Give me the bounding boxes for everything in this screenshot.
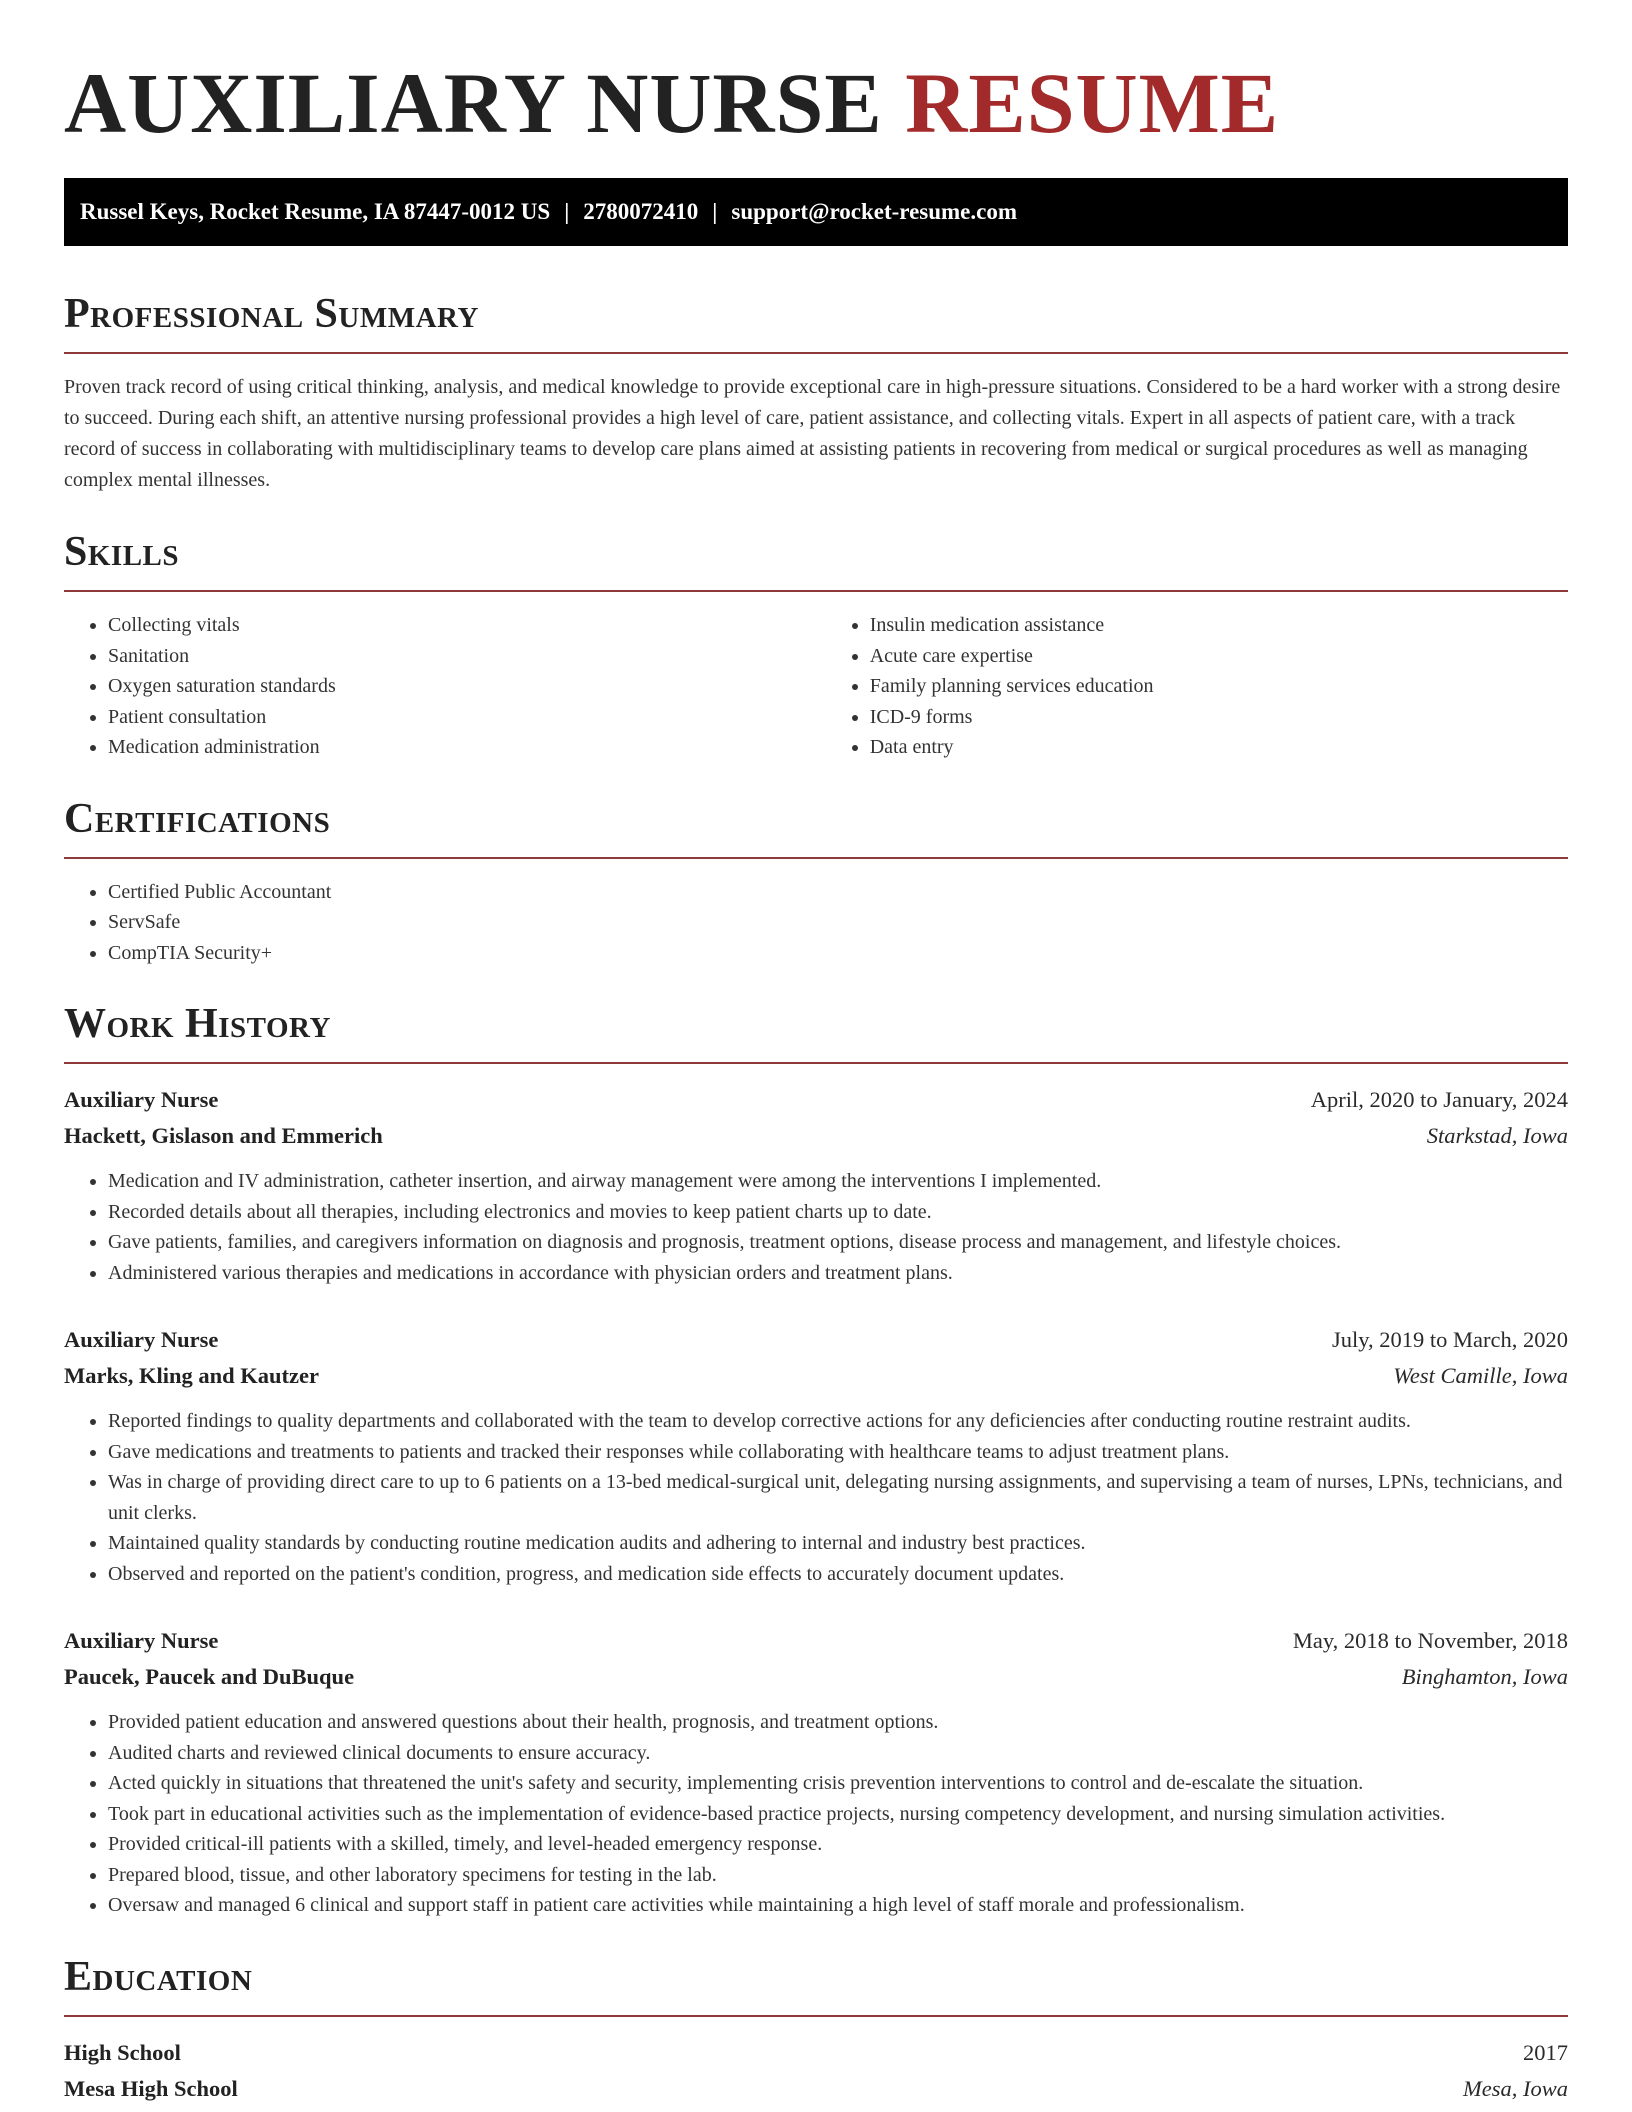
certifications-list [64, 877, 1568, 969]
summary-text: Proven track record of using critical thinking, analysis, and medical knowledge to provide exceptional care in high-pressure situations. Considered to be a hard worker with a strong desire to succeed. During each shift, an attentive nursing professional provides a high level of care, patient assistance, and collecting vitals. Expert in all aspects of patient care, with a track record of success in collaborating with multidisciplinary teams to develop care plans aimed at assisting patients in recovering from medical or surgical procedures as well as managing complex mental illnesses. [64, 376, 1561, 491]
education-entry [64, 2035, 1568, 2107]
certification-item: • Certified Public Accountant [108, 877, 1568, 908]
job-duty: • Administered various therapies and medications in accordance with physician orders and treatment plans. [108, 1258, 1568, 1289]
job-location: Binghamton, Iowa [1401, 1664, 1568, 1689]
education-heading: Education [64, 1953, 1568, 2017]
skill-item: • Insulin medication assistance [870, 610, 1568, 641]
job-duty: • Was in charge of providing direct care to up to 6 patients on a 13-bed medical-surgical unit, delegating nursing assignments, and supervising a team of nurses, LPNs, technicians, and unit clerks. [108, 1467, 1568, 1528]
job-title-row [64, 1082, 1568, 1118]
education-degree-row [64, 2035, 1568, 2071]
skill-item: • Medication administration [108, 732, 826, 763]
education-degree: High School [64, 2039, 181, 2065]
job-duty: • Reported findings to quality departments and collaborated with the team to develop corrective actions for any deficiencies after conducting routine restraint audits. [108, 1406, 1568, 1437]
resume-title [64, 0, 1568, 152]
job-dates: May, 2018 to November, 2018 [1292, 1628, 1568, 1653]
certification-item: • ServSafe [108, 907, 1568, 938]
education-school: Mesa High School [64, 2075, 238, 2101]
skills-list-right [826, 610, 1568, 763]
job-location: West Camille, Iowa [1393, 1363, 1568, 1388]
skills-list-left [64, 610, 826, 763]
contact-address: Russel Keys, Rocket Resume, IA 87447-0012 US [80, 199, 551, 224]
job-dates: July, 2019 to March, 2020 [1331, 1327, 1568, 1352]
job-title: Auxiliary Nurse [64, 1628, 219, 1653]
job-duties [64, 1166, 1568, 1288]
certification-item: • CompTIA Security+ [108, 938, 1568, 969]
skill-item: • Collecting vitals [108, 610, 826, 641]
job-duty: • Audited charts and reviewed clinical documents to ensure accuracy. [108, 1738, 1568, 1769]
job-duty: • Took part in educational activities such as the implementation of evidence-based practice projects, nursing competency development, and nursing simulation activities. [108, 1799, 1568, 1830]
job-duty: • Medication and IV administration, catheter insertion, and airway management were among the interventions I implemented. [108, 1166, 1568, 1197]
job-title-row [64, 1623, 1568, 1659]
job-location: Starkstad, Iowa [1426, 1123, 1568, 1148]
title-main: AUXILIARY NURSE [64, 55, 883, 151]
contact-separator: | [564, 199, 570, 224]
skill-item: • Sanitation [108, 641, 826, 672]
skill-item: • Family planning services education [870, 671, 1568, 702]
job-duty: • Gave patients, families, and caregivers information on diagnosis and prognosis, treatment options, disease process and management, and lifestyle choices. [108, 1227, 1568, 1258]
job-dates: April, 2020 to January, 2024 [1310, 1087, 1568, 1112]
work-history-heading: Work History [64, 1000, 1568, 1064]
job-entry [64, 1082, 1568, 1288]
job-entry [64, 1623, 1568, 1921]
job-duty: • Oversaw and managed 6 clinical and support staff in patient care activities while maintaining a high level of staff morale and professionalism. [108, 1890, 1568, 1921]
skill-item: • Patient consultation [108, 702, 826, 733]
skill-item: • Acute care expertise [870, 641, 1568, 672]
job-company: Paucek, Paucek and DuBuque [64, 1664, 355, 1689]
job-duty: • Gave medications and treatments to patients and tracked their responses while collaborating with healthcare teams to adjust treatment plans. [108, 1437, 1568, 1468]
job-company-row [64, 1118, 1568, 1154]
job-duty: • Prepared blood, tissue, and other laboratory specimens for testing in the lab. [108, 1860, 1568, 1891]
education-school-row [64, 2071, 1568, 2107]
skill-item: • ICD-9 forms [870, 702, 1568, 733]
job-title-row [64, 1322, 1568, 1358]
job-duty: • Observed and reported on the patient's condition, progress, and medication side effects to accurately document updates. [108, 1559, 1568, 1590]
job-company-row [64, 1659, 1568, 1695]
job-entry [64, 1322, 1568, 1589]
resume-page [64, 0, 1568, 2107]
contact-email[interactable]: support@rocket-resume.com [731, 199, 1018, 224]
certifications-heading: Certifications [64, 795, 1568, 859]
skills-grid [64, 592, 1568, 763]
job-duty: • Recorded details about all therapies, including electronics and movies to keep patient charts up to date. [108, 1197, 1568, 1228]
job-duty: • Provided critical-ill patients with a skilled, timely, and level-headed emergency response. [108, 1829, 1568, 1860]
job-company: Hackett, Gislason and Emmerich [64, 1123, 383, 1148]
skill-item: • Oxygen saturation standards [108, 671, 826, 702]
job-duty: • Provided patient education and answered questions about their health, prognosis, and treatment options. [108, 1707, 1568, 1738]
summary-heading: Professional Summary [64, 290, 1568, 354]
contact-phone: 2780072410 [583, 199, 699, 224]
job-duty: • Acted quickly in situations that threatened the unit's safety and security, implementing crisis prevention interventions to control and de-escalate the situation. [108, 1768, 1568, 1799]
education-location: Mesa, Iowa [1463, 2075, 1568, 2101]
title-accent: RESUME [905, 55, 1280, 151]
contact-separator: | [712, 199, 718, 224]
job-duties [64, 1406, 1568, 1589]
job-company: Marks, Kling and Kautzer [64, 1363, 320, 1388]
skills-heading: Skills [64, 528, 1568, 592]
contact-bar [64, 178, 1568, 246]
job-title: Auxiliary Nurse [64, 1087, 219, 1112]
job-duties [64, 1707, 1568, 1921]
skill-item: • Data entry [870, 732, 1568, 763]
job-duty: • Maintained quality standards by conducting routine medication audits and adhering to internal and industry best practices. [108, 1528, 1568, 1559]
job-company-row [64, 1358, 1568, 1394]
job-title: Auxiliary Nurse [64, 1327, 219, 1352]
education-year: 2017 [1523, 2039, 1568, 2065]
